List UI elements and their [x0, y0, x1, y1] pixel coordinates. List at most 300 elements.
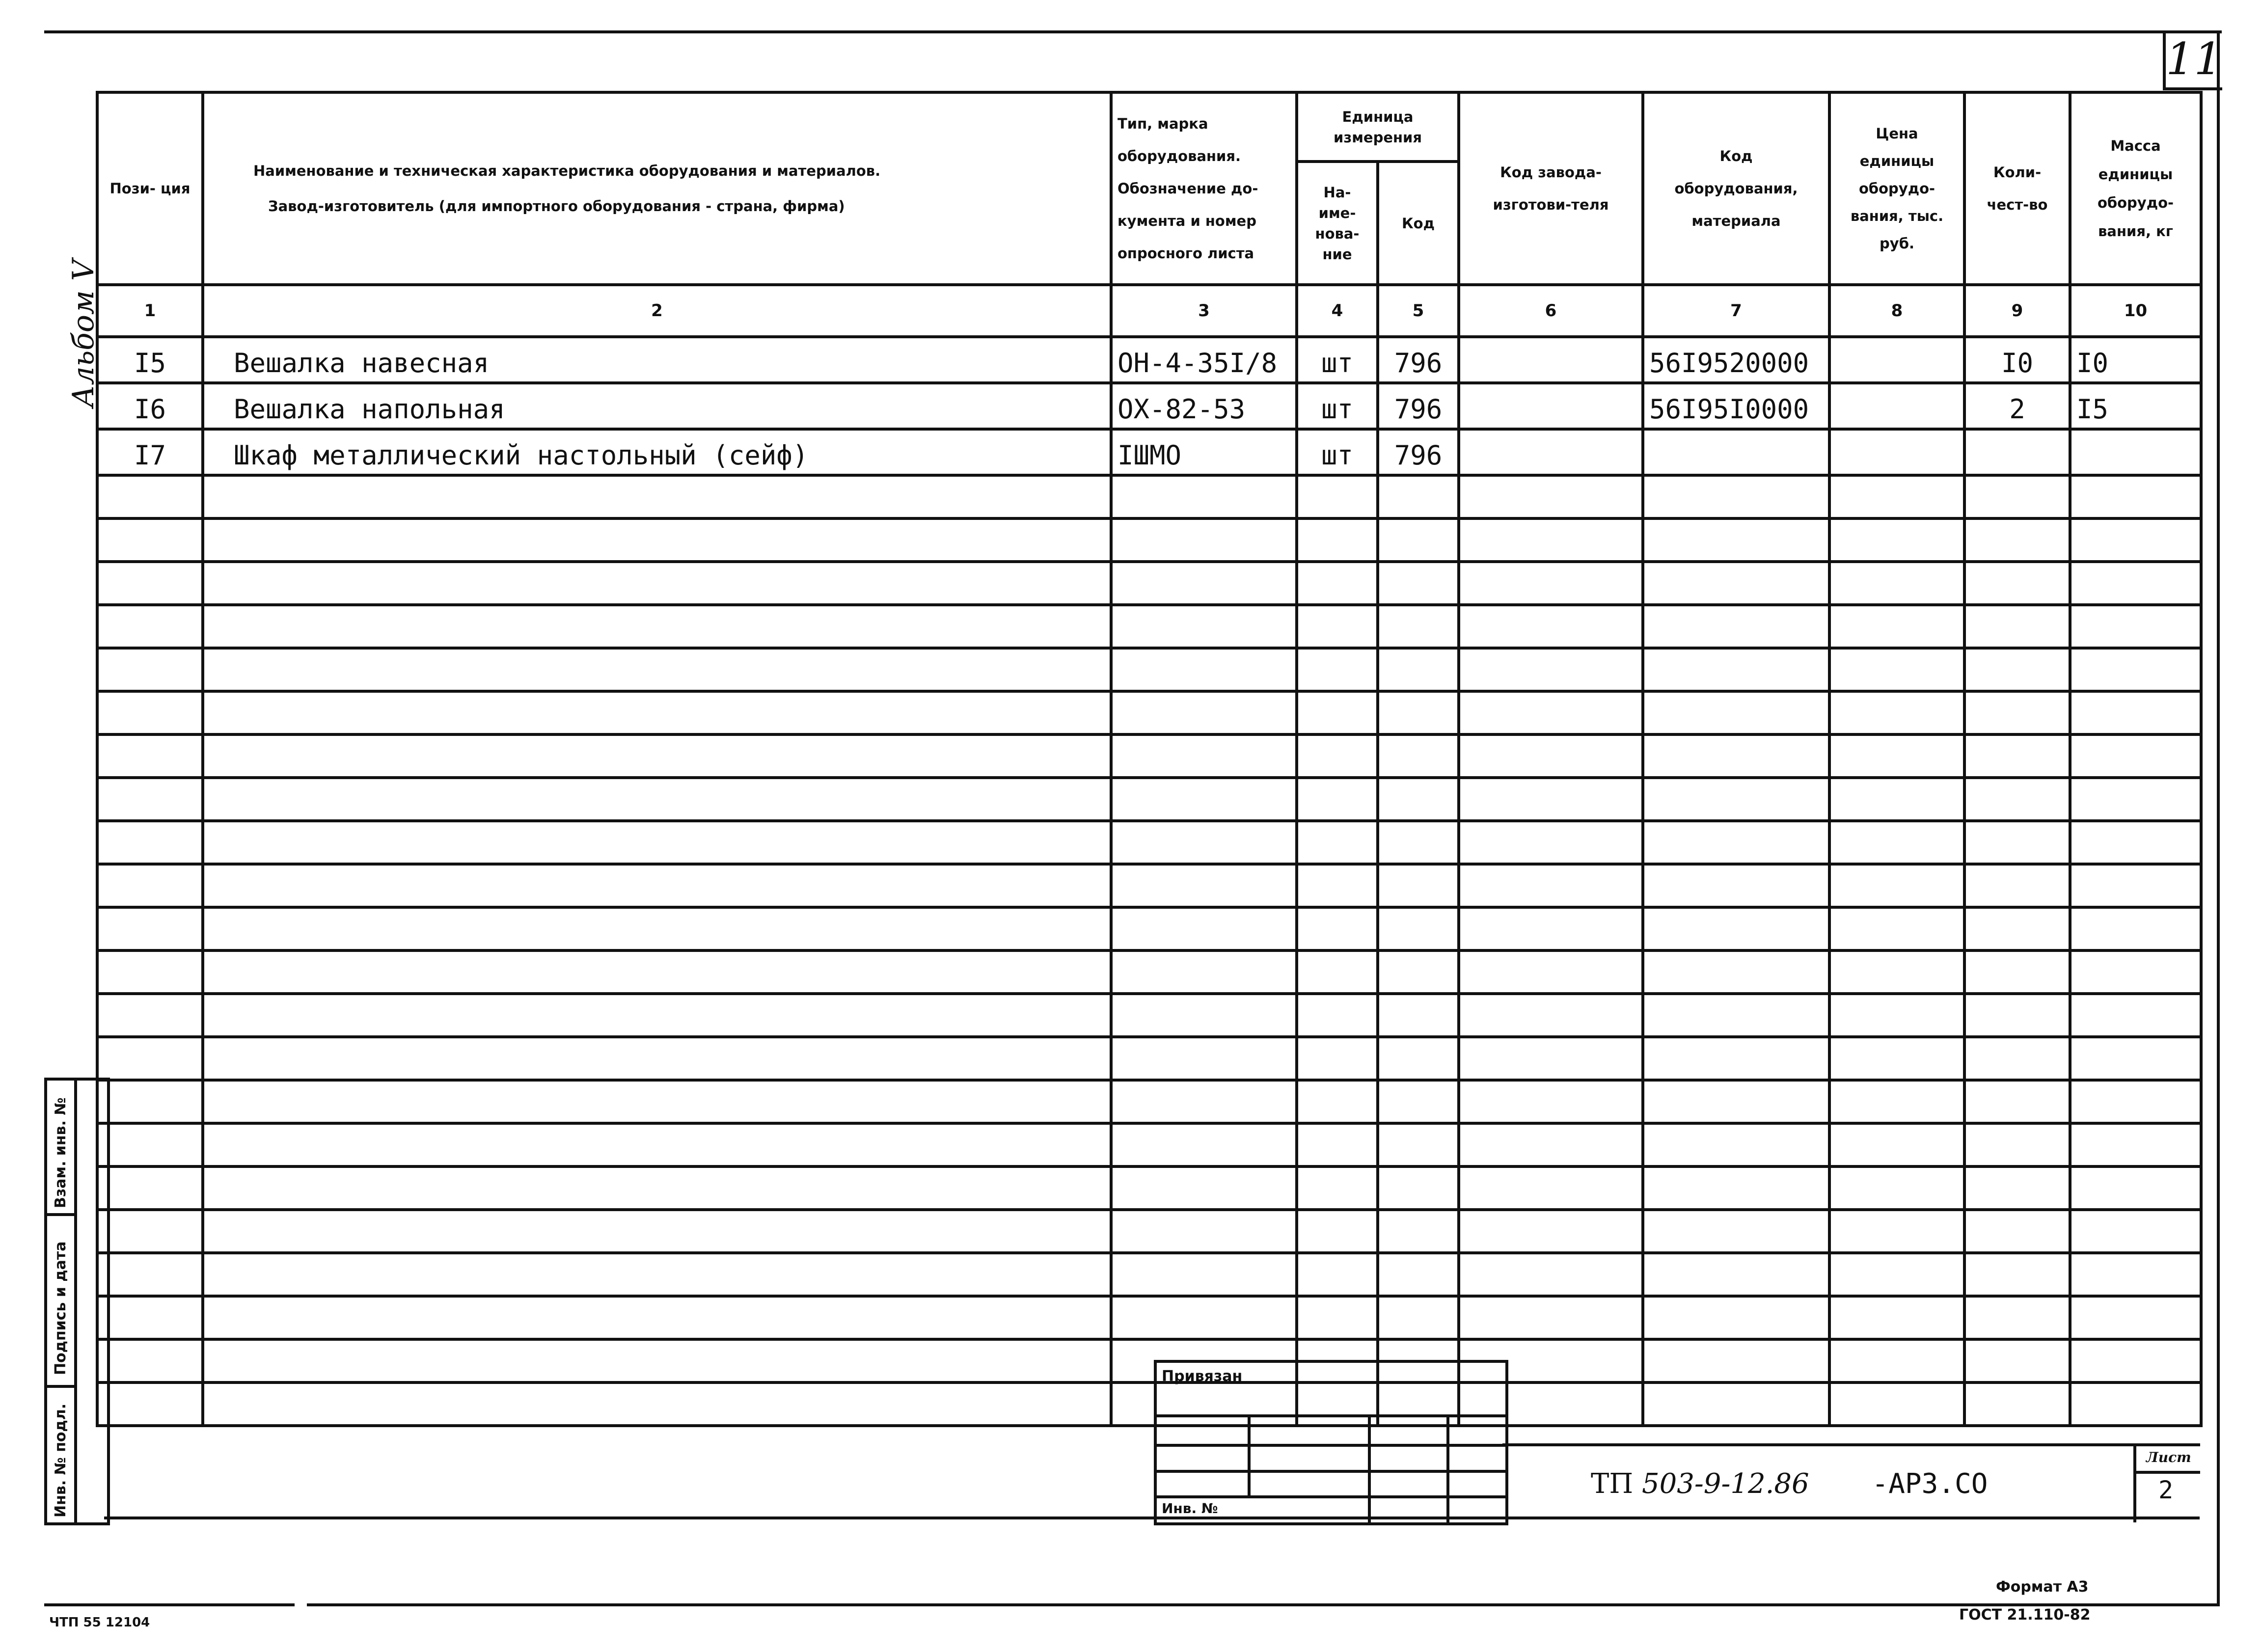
empty-cell [1378, 734, 1459, 778]
header-unit-group: Единица измерения [1297, 92, 1459, 162]
empty-cell [1378, 994, 1459, 1037]
empty-cell [2070, 1123, 2201, 1166]
empty-cell [97, 864, 203, 907]
empty-table-row [97, 907, 2201, 950]
empty-cell [1829, 778, 1964, 821]
empty-cell [1111, 1253, 1297, 1296]
empty-cell [1643, 518, 1829, 562]
footer-standard: ГОСТ 21.110-82 [1959, 1606, 2091, 1624]
empty-table-row [97, 1210, 2201, 1253]
empty-cell [1964, 1382, 2070, 1426]
empty-table-row [97, 518, 2201, 562]
header-name-line1: Наименование и техническая характеристика оборудования и материалов. [253, 162, 881, 179]
empty-cell [1964, 821, 2070, 864]
empty-cell [1964, 562, 2070, 605]
empty-cell [203, 518, 1111, 562]
cell-type: IШМО [1111, 429, 1297, 475]
cell-pos: I5 [97, 337, 203, 383]
empty-cell [97, 605, 203, 648]
empty-cell [1829, 1296, 1964, 1339]
empty-table-row [97, 734, 2201, 778]
cell-price [1829, 337, 1964, 383]
empty-cell [1643, 1382, 1829, 1426]
empty-cell [1378, 1210, 1459, 1253]
empty-cell [1378, 864, 1459, 907]
stamp-line [1368, 1414, 1371, 1522]
empty-cell [97, 691, 203, 734]
album-label: Альбом V [66, 259, 101, 407]
column-number: 6 [1459, 285, 1643, 337]
bottom-block-line [104, 1517, 2200, 1519]
empty-table-row [97, 1123, 2201, 1166]
empty-cell [1829, 1382, 1964, 1426]
empty-cell [1378, 1166, 1459, 1210]
empty-cell [1829, 605, 1964, 648]
empty-cell [1111, 864, 1297, 907]
empty-cell [1643, 1037, 1829, 1080]
empty-cell [97, 1339, 203, 1382]
header-name [203, 92, 1111, 285]
empty-cell [203, 1339, 1111, 1382]
document-code-number: 503-9-12.86 [1642, 1468, 1809, 1500]
empty-cell [1297, 475, 1378, 518]
empty-cell [1459, 1166, 1643, 1210]
empty-cell [1964, 1123, 2070, 1166]
empty-cell [97, 475, 203, 518]
empty-cell [1643, 994, 1829, 1037]
side-signature-strip [44, 1078, 110, 1525]
empty-table-row [97, 1339, 2201, 1382]
empty-cell [203, 907, 1111, 950]
empty-cell [1378, 1037, 1459, 1080]
document-code-suffix: -АР3.СО [1872, 1468, 1988, 1500]
header-type: Тип, марка оборудования. Обозначение до-кумента и номер опросного листа [1111, 92, 1297, 285]
empty-cell [2070, 648, 2201, 691]
column-number-row [97, 285, 2201, 337]
empty-cell [1378, 648, 1459, 691]
column-number: 9 [1964, 285, 2070, 337]
empty-table-row [97, 562, 2201, 605]
side-label-replacement: Взам. инв. № [52, 1097, 69, 1208]
empty-cell [1297, 950, 1378, 994]
header-factory-code: Код завода-изготови-теля [1459, 92, 1643, 285]
empty-cell [1111, 1037, 1297, 1080]
empty-cell [1297, 1210, 1378, 1253]
empty-cell [97, 950, 203, 994]
cell-type: ОХ-82-53 [1111, 383, 1297, 429]
empty-cell [1378, 1123, 1459, 1166]
empty-cell [1459, 734, 1643, 778]
empty-cell [1111, 734, 1297, 778]
empty-cell [2070, 778, 2201, 821]
empty-cell [97, 1296, 203, 1339]
column-number: 2 [203, 285, 1111, 337]
empty-cell [1964, 1037, 2070, 1080]
empty-cell [203, 1296, 1111, 1339]
empty-cell [1297, 1080, 1378, 1123]
empty-cell [97, 907, 203, 950]
cell-factory-code [1459, 429, 1643, 475]
empty-table-row [97, 475, 2201, 518]
empty-cell [2070, 562, 2201, 605]
empty-table-row [97, 821, 2201, 864]
empty-cell [1829, 1253, 1964, 1296]
empty-cell [2070, 1166, 2201, 1210]
empty-cell [1964, 1166, 2070, 1210]
top-border-line [44, 30, 2222, 33]
sheet-number-box [2133, 1443, 2200, 1522]
empty-cell [1378, 1080, 1459, 1123]
empty-cell [1829, 821, 1964, 864]
empty-cell [1378, 1253, 1459, 1296]
empty-cell [1111, 1296, 1297, 1339]
empty-cell [1964, 1080, 2070, 1123]
empty-cell [2070, 1210, 2201, 1253]
empty-cell [1643, 1296, 1829, 1339]
cell-type: ОН-4-35I/8 [1111, 337, 1297, 383]
empty-cell [97, 778, 203, 821]
empty-table-row [97, 1080, 2201, 1123]
cell-unit-code: 796 [1378, 383, 1459, 429]
empty-cell [2070, 1037, 2201, 1080]
empty-cell [2070, 1296, 2201, 1339]
footer-left-code: ЧТП 55 12104 [49, 1615, 150, 1630]
empty-cell [1459, 778, 1643, 821]
empty-cell [97, 1210, 203, 1253]
empty-cell [2070, 1253, 2201, 1296]
empty-cell [1643, 1253, 1829, 1296]
empty-cell [2070, 864, 2201, 907]
empty-cell [203, 1037, 1111, 1080]
empty-cell [1111, 562, 1297, 605]
cell-qty: 2 [1964, 383, 2070, 429]
empty-cell [2070, 605, 2201, 648]
header-equipment-code: Код оборудования, материала [1643, 92, 1829, 285]
column-number: 8 [1829, 285, 1964, 337]
empty-cell [1111, 691, 1297, 734]
empty-cell [1297, 1123, 1378, 1166]
footer-format: Формат А3 [1996, 1578, 2089, 1596]
cell-name: Вешалка навесная [203, 337, 1111, 383]
empty-cell [1297, 562, 1378, 605]
empty-cell [203, 994, 1111, 1037]
cell-name: Шкаф металлический настольный (сейф) [203, 429, 1111, 475]
empty-table-row [97, 950, 2201, 994]
empty-cell [1111, 907, 1297, 950]
empty-cell [1829, 994, 1964, 1037]
empty-cell [1829, 907, 1964, 950]
empty-cell [1643, 907, 1829, 950]
sheet-corner-number: 11 [2163, 30, 2222, 90]
empty-cell [97, 1253, 203, 1296]
empty-cell [1643, 864, 1829, 907]
header-price: Цена единицы оборудо-вания, тыс. руб. [1829, 92, 1964, 285]
empty-cell [1378, 605, 1459, 648]
empty-cell [1643, 1339, 1829, 1382]
header-position: Пози- ция [97, 92, 203, 285]
empty-cell [1297, 518, 1378, 562]
empty-cell [2070, 994, 2201, 1037]
empty-cell [1964, 950, 2070, 994]
empty-cell [1829, 864, 1964, 907]
empty-cell [203, 1080, 1111, 1123]
empty-cell [1643, 821, 1829, 864]
empty-cell [1378, 821, 1459, 864]
empty-cell [1829, 734, 1964, 778]
header-unit-code: Код [1378, 162, 1459, 285]
cell-qty: I0 [1964, 337, 2070, 383]
empty-cell [1829, 562, 1964, 605]
empty-cell [1964, 648, 2070, 691]
empty-cell [1829, 1166, 1964, 1210]
empty-cell [97, 648, 203, 691]
column-number: 10 [2070, 285, 2201, 337]
empty-cell [203, 691, 1111, 734]
empty-cell [203, 1382, 1111, 1426]
empty-cell [1297, 907, 1378, 950]
cell-mass [2070, 429, 2201, 475]
document-code [1591, 1468, 1988, 1500]
bottom-border-line [307, 1603, 2220, 1606]
empty-cell [1378, 778, 1459, 821]
empty-cell [1459, 1210, 1643, 1253]
empty-cell [2070, 518, 2201, 562]
empty-table-row [97, 1166, 2201, 1210]
empty-cell [2070, 691, 2201, 734]
table-header-row [97, 92, 2201, 162]
empty-cell [1964, 778, 2070, 821]
column-number: 1 [97, 285, 203, 337]
empty-cell [2070, 821, 2201, 864]
cell-equip-code: 56I95I0000 [1643, 383, 1829, 429]
empty-cell [1459, 1123, 1643, 1166]
empty-cell [1643, 648, 1829, 691]
empty-cell [1297, 1166, 1378, 1210]
empty-cell [1378, 907, 1459, 950]
empty-cell [1297, 994, 1378, 1037]
empty-cell [1111, 475, 1297, 518]
empty-cell [1297, 734, 1378, 778]
empty-cell [1643, 691, 1829, 734]
empty-table-row [97, 778, 2201, 821]
empty-cell [1111, 821, 1297, 864]
empty-cell [1643, 734, 1829, 778]
empty-cell [203, 1123, 1111, 1166]
empty-cell [1111, 950, 1297, 994]
empty-table-row [97, 648, 2201, 691]
empty-cell [1297, 778, 1378, 821]
stamp-title: Привязан [1162, 1368, 1243, 1385]
empty-cell [1964, 1296, 2070, 1339]
empty-cell [1829, 1339, 1964, 1382]
cell-factory-code [1459, 337, 1643, 383]
empty-cell [1378, 950, 1459, 994]
empty-cell [1459, 907, 1643, 950]
header-quantity: Коли-чест-во [1964, 92, 2070, 285]
cell-name: Вешалка напольная [203, 383, 1111, 429]
cell-price [1829, 429, 1964, 475]
empty-cell [1829, 950, 1964, 994]
empty-cell [203, 864, 1111, 907]
empty-cell [1964, 994, 2070, 1037]
empty-cell [97, 734, 203, 778]
empty-cell [1459, 1037, 1643, 1080]
empty-cell [1111, 778, 1297, 821]
empty-cell [1297, 1253, 1378, 1296]
empty-cell [1459, 648, 1643, 691]
empty-cell [203, 821, 1111, 864]
empty-table-row [97, 691, 2201, 734]
empty-cell [1643, 1210, 1829, 1253]
empty-cell [2070, 1382, 2201, 1426]
header-mass: Масса единицы оборудо-вания, кг [2070, 92, 2201, 285]
empty-cell [1829, 1123, 1964, 1166]
empty-cell [97, 562, 203, 605]
empty-cell [1111, 605, 1297, 648]
empty-cell [1459, 475, 1643, 518]
empty-cell [1459, 864, 1643, 907]
empty-table-row [97, 1296, 2201, 1339]
empty-cell [203, 648, 1111, 691]
table-row [97, 429, 2201, 475]
empty-cell [1111, 518, 1297, 562]
empty-cell [1964, 518, 2070, 562]
empty-cell [1964, 864, 2070, 907]
empty-cell [1297, 821, 1378, 864]
cell-mass: I5 [2070, 383, 2201, 429]
cell-unit-code: 796 [1378, 429, 1459, 475]
empty-cell [1964, 907, 2070, 950]
cell-price [1829, 383, 1964, 429]
empty-cell [1378, 562, 1459, 605]
empty-cell [2070, 734, 2201, 778]
binding-stamp [1154, 1360, 1508, 1525]
empty-cell [1643, 475, 1829, 518]
empty-cell [203, 1253, 1111, 1296]
cell-unit-code: 796 [1378, 337, 1459, 383]
empty-cell [203, 605, 1111, 648]
empty-cell [1111, 1080, 1297, 1123]
side-label-signature: Подпись и дата [52, 1241, 69, 1375]
empty-cell [1111, 1166, 1297, 1210]
empty-cell [97, 1123, 203, 1166]
table-row [97, 337, 2201, 383]
empty-cell [1643, 1166, 1829, 1210]
empty-cell [203, 778, 1111, 821]
empty-table-row [97, 864, 2201, 907]
column-number: 5 [1378, 285, 1459, 337]
sheet-label: Лист [2146, 1449, 2191, 1465]
empty-cell [1829, 648, 1964, 691]
empty-cell [1297, 648, 1378, 691]
column-number: 7 [1643, 285, 1829, 337]
column-number: 4 [1297, 285, 1378, 337]
cell-equip-code: 56I9520000 [1643, 337, 1829, 383]
empty-cell [1643, 1123, 1829, 1166]
empty-cell [97, 994, 203, 1037]
empty-cell [1378, 518, 1459, 562]
stamp-line [1157, 1444, 1505, 1447]
empty-cell [1297, 864, 1378, 907]
empty-cell [1378, 1296, 1459, 1339]
empty-cell [1643, 950, 1829, 994]
table-row [97, 383, 2201, 429]
empty-cell [1829, 1080, 1964, 1123]
empty-cell [1829, 1210, 1964, 1253]
empty-cell [1964, 691, 2070, 734]
cell-factory-code [1459, 383, 1643, 429]
empty-cell [1459, 605, 1643, 648]
empty-cell [1643, 562, 1829, 605]
empty-cell [203, 1210, 1111, 1253]
side-label-original: Инв. № подл. [52, 1403, 69, 1517]
cell-mass: I0 [2070, 337, 2201, 383]
footer-short-line [44, 1603, 295, 1606]
empty-cell [1829, 475, 1964, 518]
empty-cell [1459, 950, 1643, 994]
stamp-line [1157, 1470, 1505, 1473]
empty-cell [1829, 691, 1964, 734]
empty-cell [97, 1382, 203, 1426]
sheet-number: 2 [2158, 1476, 2174, 1504]
empty-cell [203, 1166, 1111, 1210]
cell-equip-code [1643, 429, 1829, 475]
bottom-block-line [1502, 1443, 2200, 1446]
empty-cell [1964, 1339, 2070, 1382]
stamp-line [1157, 1414, 1505, 1417]
header-unit-name: На-име-нова-ние [1297, 162, 1378, 285]
empty-cell [1378, 691, 1459, 734]
empty-cell [1643, 605, 1829, 648]
specification-table [96, 91, 2203, 1427]
stamp-line [1446, 1414, 1449, 1522]
empty-cell [203, 950, 1111, 994]
empty-table-row [97, 1037, 2201, 1080]
empty-cell [1459, 691, 1643, 734]
empty-cell [1829, 1037, 1964, 1080]
empty-cell [1297, 691, 1378, 734]
cell-qty [1964, 429, 2070, 475]
empty-cell [1459, 821, 1643, 864]
empty-cell [1459, 994, 1643, 1037]
stamp-line [1157, 1495, 1505, 1498]
empty-cell [1459, 1253, 1643, 1296]
empty-cell [1964, 1210, 2070, 1253]
empty-cell [203, 562, 1111, 605]
empty-cell [1829, 518, 1964, 562]
cell-pos: I6 [97, 383, 203, 429]
empty-table-row [97, 605, 2201, 648]
empty-cell [1459, 1080, 1643, 1123]
empty-cell [97, 1166, 203, 1210]
empty-cell [1111, 1123, 1297, 1166]
empty-cell [1643, 1080, 1829, 1123]
empty-cell [1297, 605, 1378, 648]
sheet-box-line [2136, 1471, 2200, 1474]
empty-cell [1459, 518, 1643, 562]
header-name-line2: Завод-изготовитель (для импортного оборудования - страна, фирма) [268, 198, 845, 215]
empty-cell [1964, 605, 2070, 648]
empty-cell [1111, 648, 1297, 691]
empty-cell [1964, 734, 2070, 778]
column-number: 3 [1111, 285, 1297, 337]
empty-table-row [97, 1382, 2201, 1426]
empty-cell [2070, 950, 2201, 994]
empty-cell [97, 1080, 203, 1123]
empty-table-row [97, 994, 2201, 1037]
empty-cell [1111, 994, 1297, 1037]
cell-unit: шт [1297, 429, 1378, 475]
